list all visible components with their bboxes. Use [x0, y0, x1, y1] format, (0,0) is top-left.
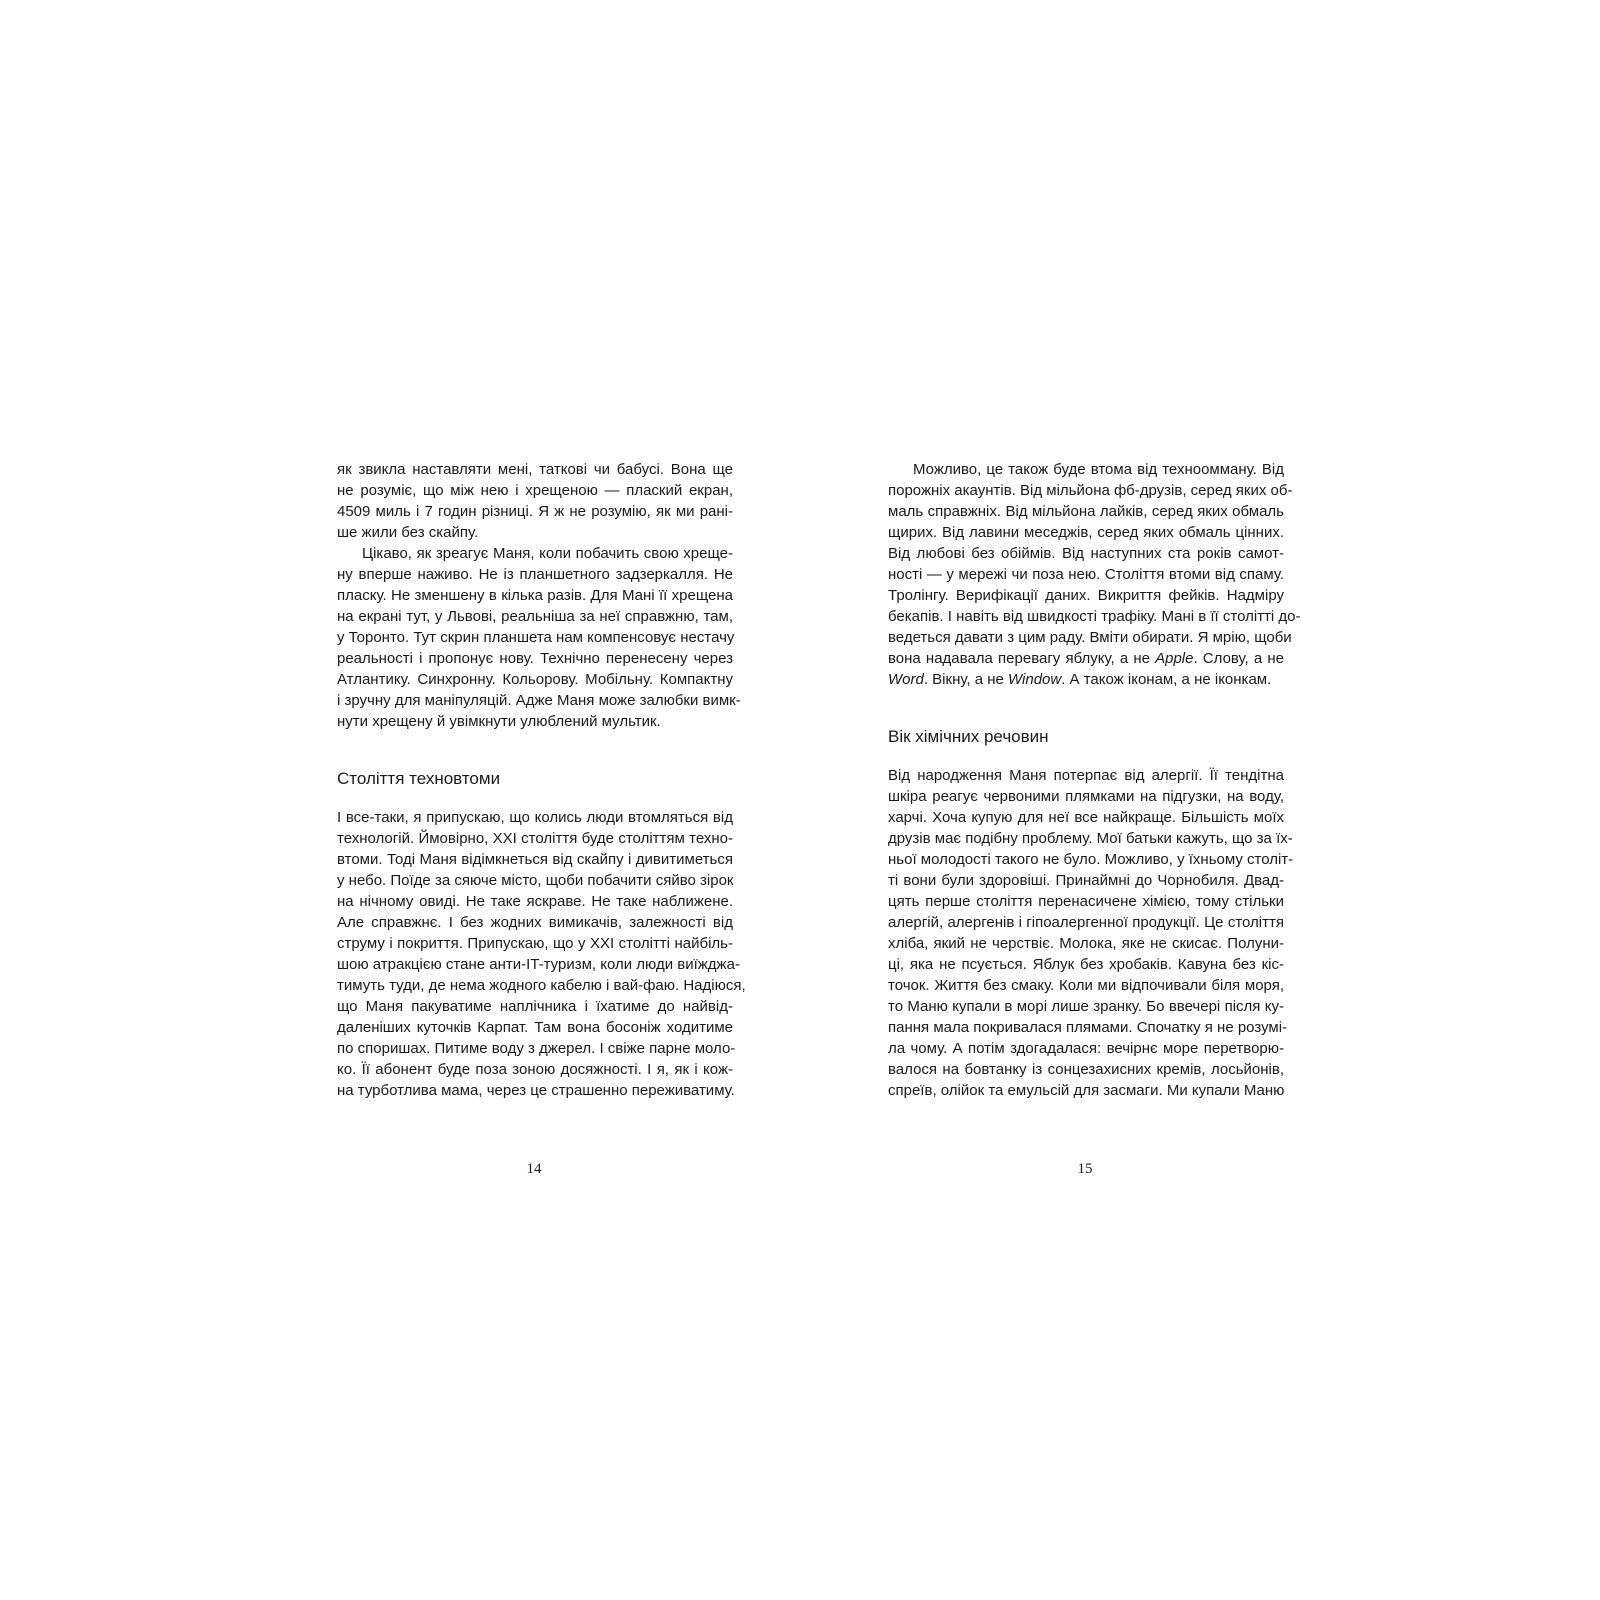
text-line: ті вони були здоровіші. Принаймні до Чорнобиля. Двад-	[888, 872, 1284, 889]
right-page	[888, 459, 1301, 1101]
text-line: ведеться давати з цим раду. Вміти обирати. Я мрію, щоби	[888, 629, 1292, 646]
text-line: як звикла наставляти мені, таткові чи бабусі. Вона ще	[337, 461, 733, 478]
text-line: у Торонто. Тут скрин планшета нам компенсовує нестачу	[337, 629, 735, 646]
text-line: порожніх акаунтів. Від мільйона фб-друзів, серед яких об-	[888, 482, 1293, 499]
text-line: бекапів. І навіть від швидкості трафіку. Мані в її столітті до-	[888, 608, 1301, 625]
text-line: ну вперше наживо. Не із планшетного задзеркалля. Не	[337, 566, 733, 583]
text-line: пання мала покривалася плямами. Спочатку я не розумі-	[888, 1019, 1288, 1036]
text-line: цять перше століття перенасичене хімією, тому стільки	[888, 893, 1284, 910]
text-line: шкіра реагує червоними плямками на підгузки, на воду,	[888, 788, 1284, 805]
paragraph	[888, 765, 1294, 1101]
text-line: на нічному овиді. Не таке яскраве. Не таке наближене.	[337, 893, 733, 910]
text-line: Від народження Маня потерпає від алергії. Її тендітна	[888, 767, 1284, 784]
section-heading: Вік хімічних речовин	[888, 727, 1049, 746]
text-span: . Вікну, а не	[923, 671, 1008, 688]
paragraph	[337, 543, 741, 732]
text-line: Атлантику. Синхронну. Кольорову. Мобільну. Компактну	[337, 671, 733, 688]
paragraph	[337, 807, 746, 1101]
italic-term: Window	[1008, 671, 1062, 688]
text-line: 4509 миль і 7 годин різниці. Я ж не розумію, як ми рані-	[337, 503, 733, 520]
text-line: Але справжнє. І без жодних вимикачів, залежності від	[337, 914, 733, 931]
text-line: даленіших куточків Карпат. Там вона босоніж ходитиме	[337, 1019, 733, 1036]
text-line: втоми. Тоді Маня відімкнеться від скайпу і дивитиметься	[337, 851, 733, 868]
page-number: 14	[526, 1161, 542, 1177]
text-line: струму і покриття. Припускаю, що у XXI столітті найбіль-	[337, 935, 733, 952]
text-line	[888, 648, 1284, 669]
text-line: то Маню купали в морі лише зранку. Бо ввечері після ку-	[888, 998, 1284, 1015]
text-line: алергій, алергенів і гіпоалергенної продукції. Це століття	[888, 914, 1284, 931]
text-line: по споришах. Питиме воду з джерел. І свіже парне моло-	[337, 1040, 736, 1057]
text-line: реальності і пропонує нову. Технічно перенесену через	[337, 650, 733, 667]
italic-term: Word	[888, 671, 924, 688]
text-span: . А також іконам, а не іконкам.	[1061, 671, 1272, 688]
text-line: друзів має подібну проблему. Мої батьки кажуть, що за їх-	[888, 830, 1293, 847]
text-line: на екрані тут, у Львові, реальніша за неї справжню, там,	[337, 608, 733, 625]
page-number: 15	[1077, 1161, 1093, 1177]
text-line: і зручну для маніпуляцій. Адже Маня може залюбки вимк-	[337, 692, 741, 709]
text-line: точок. Життя без смаку. Коли ми відпочивали біля моря,	[888, 977, 1284, 994]
text-line: шою атракцією стане анти-IT-туризм, коли люди виїжджа-	[337, 956, 740, 973]
text-span: вона надавала перевагу яблуку, а не	[888, 650, 1156, 667]
text-line: валося на бовтанку із сонцезахисних кремів, лосьйонів,	[888, 1061, 1284, 1078]
text-line: ності — у мережі чи поза нею. Століття втоми від спаму.	[888, 566, 1284, 583]
text-line: маль справжніх. Від мільйона лайків, серед яких обмаль	[888, 503, 1284, 520]
text-line: харчі. Хоча купую для неї все найкраще. Більшість моїх	[888, 809, 1284, 826]
left-page	[337, 459, 746, 1101]
italic-term: Apple	[1155, 650, 1194, 667]
text-line: щирих. Від лавини меседжів, серед яких обмаль цінних.	[888, 524, 1284, 541]
text-line: Можливо, це також буде втома від техноомману. Від	[913, 461, 1284, 478]
paragraph	[888, 459, 1301, 690]
section-heading: Століття техновтоми	[337, 769, 501, 788]
paragraph	[337, 459, 733, 543]
text-line: що Маня пакуватиме наплічника і їхатиме до найвід-	[337, 998, 733, 1015]
text-line: у небо. Поїде за сяюче місто, щоби побачити сяйво зірок	[337, 872, 734, 889]
text-line: на турботлива мама, через це страшенно переживатиму.	[337, 1082, 735, 1099]
text-line: хліба, який не черствіє. Молока, яке не скисає. Полуни-	[888, 935, 1284, 952]
text-line: Від любові без обіймів. Від наступних ста років самот-	[888, 545, 1284, 562]
text-line	[888, 669, 1284, 690]
text-line: не розуміє, що між нею і хрещеною — плаский екран,	[337, 482, 733, 499]
text-line: тимуть туди, де нема жодного кабелю і вай-фаю. Надіюся,	[337, 977, 746, 994]
text-line: Цікаво, як зреагує Маня, коли побачить свою хреще-	[362, 545, 733, 562]
text-line: ньої молодості такого не було. Можливо, у їхньому століт-	[888, 851, 1294, 868]
text-line: Тролінгу. Верифікації даних. Викриття фейків. Надміру	[888, 587, 1284, 604]
text-line: пласку. Не зменшену в кілька разів. Для Мані її хрещена	[337, 587, 733, 604]
text-line: нути хрещену й увімкнути улюблений мультик.	[337, 713, 661, 730]
text-line: технологій. Ймовірно, XXI століття буде століттям техно-	[337, 830, 733, 847]
text-line: ла чому. А потім здогадалася: вечірнє море перетворю-	[888, 1040, 1284, 1057]
text-line: І все-таки, я припускаю, що колись люди втомляться від	[337, 809, 733, 826]
text-line: ці, яка не псується. Яблук без хробаків. Кавуна без кіс-	[888, 956, 1284, 973]
text-line: спреїв, олійок та емульсій для засмаги. Ми купали Маню	[888, 1082, 1285, 1099]
text-line: ше жили без скайпу.	[337, 524, 479, 541]
text-span: . Слову, а не	[1193, 650, 1284, 667]
text-line: ко. Її абонент буде поза зоною досяжності. І я, як і кож-	[337, 1061, 733, 1078]
